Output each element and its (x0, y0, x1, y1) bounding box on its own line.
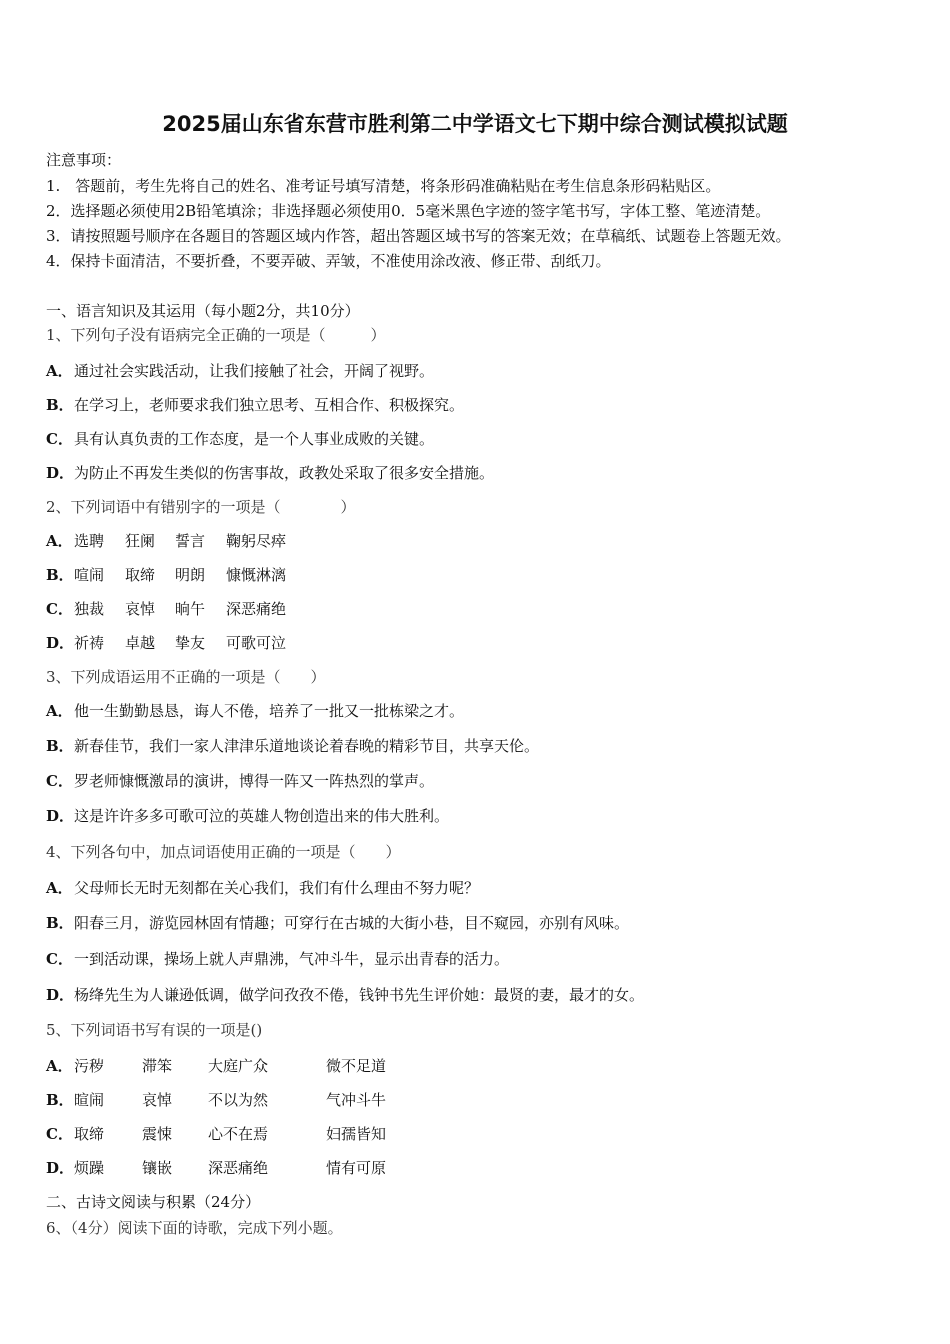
option-text: 晌午 (175, 600, 206, 618)
option-text: 哀悼 (125, 600, 156, 618)
option-text: 卓越 (125, 634, 156, 652)
option-d[interactable] (46, 633, 906, 653)
option-label: A． (46, 702, 73, 720)
option-b[interactable] (46, 1090, 906, 1110)
option-text: 在学习上，老师要求我们独立思考、互相合作、积极探究。 (74, 396, 465, 414)
option-text: 明朗 (175, 566, 206, 584)
option-d[interactable] (46, 985, 906, 1005)
option-text: 深恶痛绝 (208, 1159, 269, 1177)
option-text: 镶嵌 (142, 1159, 173, 1177)
option-label: C． (46, 950, 73, 968)
option-text: 妇孺皆知 (326, 1125, 387, 1143)
option-text: 慷慨淋漓 (226, 566, 287, 584)
option-text: 鞠躬尽瘁 (226, 532, 287, 550)
note-item: 1. 答题前，考生先将自己的姓名、准考证号填写清楚，将条形码准确粘贴在考生信息条形码粘贴区。 (46, 177, 721, 195)
option-text: 不以为然 (208, 1091, 269, 1109)
option-label: A． (46, 532, 73, 550)
option-text: 气冲斗牛 (326, 1091, 387, 1109)
option-c[interactable] (46, 599, 906, 619)
question-stem: 3、下列成语运用不正确的一项是（ ） (46, 668, 326, 686)
option-a[interactable] (46, 878, 906, 898)
option-c[interactable] (46, 429, 906, 449)
option-label: D． (46, 634, 75, 652)
option-text: 情有可原 (326, 1159, 387, 1177)
option-label: D． (46, 1159, 75, 1177)
option-label: D． (46, 986, 75, 1004)
option-label: D． (46, 464, 75, 482)
option-text: 他一生勤勤恳恳，诲人不倦，培养了一批又一批栋梁之才。 (74, 702, 465, 720)
option-label: B． (46, 737, 74, 755)
option-text: 深恶痛绝 (226, 600, 287, 618)
option-b[interactable] (46, 395, 906, 415)
option-text: 取缔 (74, 1125, 105, 1143)
option-text: 选聘 (74, 532, 105, 550)
option-text: 这是许许多多可歌可泣的英雄人物创造出来的伟大胜利。 (74, 807, 450, 825)
option-a[interactable] (46, 1056, 906, 1076)
option-text: 喧闹 (74, 566, 105, 584)
option-text: 为防止不再发生类似的伤害事故，政教处采取了很多安全措施。 (74, 464, 495, 482)
option-text: 大庭广众 (208, 1057, 269, 1075)
option-text: 新春佳节，我们一家人津津乐道地谈论着春晚的精彩节目，共享天伦。 (74, 737, 540, 755)
option-d[interactable] (46, 1158, 906, 1178)
question-stem: 2、下列词语中有错别字的一项是（ ） (46, 498, 356, 516)
option-text: 微不足道 (326, 1057, 387, 1075)
option-c[interactable] (46, 1124, 906, 1144)
section-heading: 一、语言知识及其运用（每小题2分，共10分） (46, 302, 360, 320)
option-c[interactable] (46, 771, 906, 791)
option-text: 取缔 (125, 566, 156, 584)
note-item: 2．选择题必须使用2B铅笔填涂；非选择题必须使用0．5毫米黑色字迹的签字笔书写，字体工整、笔迹清楚。 (46, 202, 771, 220)
note-item: 3．请按照题号顺序在各题目的答题区域内作答，超出答题区域书写的答案无效；在草稿纸、试题卷上答题无效。 (46, 227, 791, 245)
option-text: 震悚 (142, 1125, 173, 1143)
option-text: 具有认真负责的工作态度，是一个人事业成败的关键。 (74, 430, 435, 448)
page-title: 2025届山东省东营市胜利第二中学语文七下期中综合测试模拟试题 (162, 112, 788, 136)
option-label: C． (46, 1125, 73, 1143)
question-stem: 6、（4分）阅读下面的诗歌，完成下列小题。 (46, 1219, 343, 1237)
option-text: 污秽 (74, 1057, 105, 1075)
option-d[interactable] (46, 806, 906, 826)
option-label: B． (46, 396, 74, 414)
option-label: C． (46, 772, 73, 790)
option-text: 父母师长无时无刻都在关心我们，我们有什么理由不努力呢？ (74, 879, 480, 897)
option-label: B． (46, 914, 74, 932)
option-text: 誓言 (175, 532, 206, 550)
option-text: 阳春三月，游览园林固有情趣；可穿行在古城的大街小巷，目不窥园，亦别有风味。 (74, 914, 630, 932)
note-item: 4．保持卡面清洁，不要折叠，不要弄破、弄皱，不准使用涂改液、修正带、刮纸刀。 (46, 252, 611, 270)
question-stem: 1、下列句子没有语病完全正确的一项是（ ） (46, 326, 386, 344)
option-text: 狂阑 (125, 532, 156, 550)
option-text: 滞笨 (142, 1057, 173, 1075)
option-b[interactable] (46, 736, 906, 756)
option-text: 杨绛先生为人谦逊低调，做学问孜孜不倦，钱钟书先生评价她：最贤的妻，最才的女。 (74, 986, 645, 1004)
option-label: A． (46, 362, 73, 380)
option-label: D． (46, 807, 75, 825)
option-text: 独裁 (74, 600, 105, 618)
option-b[interactable] (46, 565, 906, 585)
notes-heading: 注意事项： (46, 151, 122, 169)
option-text: 心不在焉 (208, 1125, 269, 1143)
section-heading: 二、古诗文阅读与积累（24分） (46, 1193, 261, 1211)
option-text: 哀悼 (142, 1091, 173, 1109)
option-d[interactable] (46, 463, 906, 483)
option-text: 罗老师慷慨激昂的演讲，博得一阵又一阵热烈的掌声。 (74, 772, 435, 790)
option-a[interactable] (46, 701, 906, 721)
option-a[interactable] (46, 361, 906, 381)
option-b[interactable] (46, 913, 906, 933)
question-stem: 5、下列词语书写有误的一项是() (46, 1021, 263, 1039)
option-label: C． (46, 600, 73, 618)
option-text: 烦躁 (74, 1159, 105, 1177)
option-label: A． (46, 1057, 73, 1075)
option-text: 暄闹 (74, 1091, 105, 1109)
question-stem: 4、下列各句中，加点词语使用正确的一项是（ ） (46, 843, 401, 861)
option-text: 通过社会实践活动，让我们接触了社会，开阔了视野。 (74, 362, 435, 380)
option-label: B． (46, 1091, 74, 1109)
option-text: 一到活动课，操场上就人声鼎沸，气冲斗牛，显示出青春的活力。 (74, 950, 510, 968)
option-text: 祈祷 (74, 634, 105, 652)
option-text: 可歌可泣 (226, 634, 287, 652)
option-label: A． (46, 879, 73, 897)
option-text: 挚友 (175, 634, 206, 652)
option-a[interactable] (46, 531, 906, 551)
option-label: C． (46, 430, 73, 448)
option-c[interactable] (46, 949, 906, 969)
option-label: B． (46, 566, 74, 584)
